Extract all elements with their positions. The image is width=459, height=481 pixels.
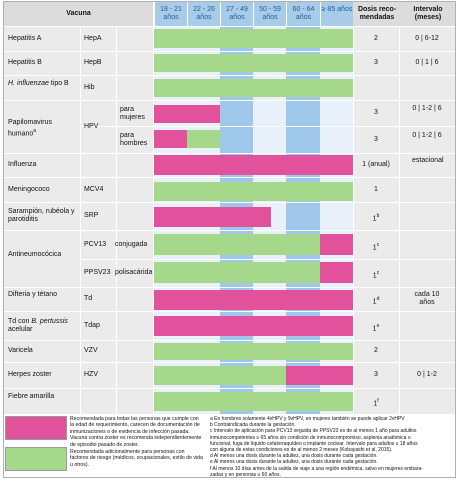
- vaccine-abbr-2: Hib: [84, 83, 95, 91]
- vaccine-name-text: Difteria y tétano: [8, 291, 58, 298]
- schedule-bar-17: [286, 366, 353, 385]
- vaccine-name-5: [8, 186, 80, 194]
- doses-value: 3: [374, 109, 378, 116]
- vaccine-name-2: [8, 80, 80, 88]
- doses-value: 2: [374, 34, 378, 42]
- row-divider-7: [4, 230, 455, 231]
- interval-8: cada 10 años: [414, 291, 440, 306]
- vaccine-abbr-8: Td: [84, 295, 93, 302]
- vaccine-name-text: Meningococo: [8, 185, 50, 193]
- vaccine-name-text: Antineumocócica: [8, 250, 62, 258]
- row-divider-0: [4, 26, 455, 27]
- doses-4: [353, 161, 399, 169]
- vaccine-name-7: [8, 251, 80, 259]
- vaccine-abbr-7: PPSV23: [84, 269, 111, 276]
- legend-pink-swatch: [5, 416, 67, 440]
- interval-0: 0 | 6-12: [415, 34, 439, 42]
- footnote-line: d Al menos una dosis durante la adultez, una dosis durante cada gestación.: [210, 453, 378, 460]
- doses-value: 1: [372, 324, 377, 332]
- footnote-marker: d: [376, 296, 380, 302]
- footnote-line: c Intervalo de aplicación para PCV13 seguida de PPSV23 es de al menos 1 año para adultos: [210, 428, 417, 435]
- row-divider-13: [4, 414, 455, 415]
- vaccine-abbr-0: HepA: [84, 34, 102, 42]
- doses-11: [353, 371, 399, 379]
- row-divider-8: [4, 287, 455, 288]
- footnote-marker: c: [376, 270, 380, 276]
- vaccine-name-italic: B. pertussis: [31, 317, 68, 325]
- vaccine-name-text: Herpes zoster: [8, 371, 52, 378]
- interval-3: 0 | 1-2 | 6: [412, 105, 442, 112]
- footnotes: [210, 416, 455, 478]
- vaccine-abbr-11: HZV: [84, 371, 98, 378]
- doses-value: 3: [374, 371, 378, 378]
- vaccine-name-text: Hepatitis B: [8, 59, 42, 66]
- schedule-bar-3: [154, 105, 220, 123]
- interval-4: estacional: [412, 157, 444, 164]
- header-interval: Intervalo (meses): [413, 6, 443, 21]
- schedule-bar-4: [154, 130, 187, 148]
- doses-9: [353, 322, 399, 333]
- schedule-bar-15: [154, 343, 353, 360]
- interval-11: 0 | 1-2: [417, 371, 437, 378]
- interval-1: 0 | 1 | 6: [415, 59, 439, 66]
- schedule-bar-5: [187, 130, 220, 148]
- vaccine-name-3: [8, 119, 80, 138]
- footnote-marker: b: [376, 213, 380, 219]
- vaccine-name-part: Td con: [8, 317, 32, 325]
- col-divider-1: [116, 26, 117, 414]
- vaccine-name-0: [8, 35, 80, 43]
- header-vaccine: Vacuna: [66, 10, 91, 17]
- doses-7: [353, 241, 399, 252]
- pneumo-sub-polysaccharide: polisacárida: [115, 269, 153, 276]
- row-divider-5: [4, 177, 455, 178]
- footnote-line: inmunocompetentes ≥ 65 años sin condición de inmunocompromiso, asplenia anatómica o: [210, 434, 411, 441]
- vaccine-abbr-6: SRP: [84, 212, 99, 219]
- vaccine-name-text: Varicela: [8, 347, 33, 354]
- vaccine-name-text: Fiebre amarilla: [8, 393, 55, 400]
- vaccine-abbr-5: MCV4: [84, 185, 104, 193]
- vaccine-name-rest: tipo B: [50, 79, 69, 87]
- row-divider-2: [4, 75, 455, 76]
- vaccine-name-4: [8, 161, 80, 169]
- row-divider-12: [4, 388, 455, 389]
- doses-8: [353, 295, 399, 306]
- footnote-marker: c: [376, 242, 380, 248]
- doses-value: 1: [372, 244, 377, 252]
- row-divider-11: [4, 362, 455, 363]
- doses-value: 1: [372, 215, 377, 223]
- legend-green-text: Recomendada adicionalmente para personas con factores de riesgo (médicos, ocupacionales, estilo de vida u otros).: [70, 449, 203, 468]
- hpv-sub-women: para mujeres: [120, 106, 145, 121]
- schedule-bar-6: [154, 155, 353, 175]
- footnote-line: b Contraindicada durante la gestación.: [210, 422, 296, 429]
- doses-value: 1: [372, 272, 377, 280]
- schedule-bar-16: [154, 366, 286, 385]
- schedule-bar-7: [154, 182, 353, 201]
- vaccine-name-1: [8, 59, 80, 67]
- vaccine-name-italic: H. influenzae: [8, 79, 51, 87]
- doses-value: 3: [374, 59, 378, 66]
- doses-value: 1 (anual): [362, 161, 390, 168]
- doses-12: [353, 397, 399, 408]
- pneumo-sub-conjugate: conjugada: [115, 241, 148, 248]
- vaccine-abbr-7: PCV13: [84, 241, 107, 248]
- vaccine-name-12: [8, 393, 80, 401]
- vaccine-name-9: [8, 318, 80, 334]
- schedule-bar-13: [154, 290, 353, 310]
- schedule-bar-10: [320, 234, 353, 255]
- footnote-line: f Al menos 10 días antes de la salida de viaje a una región endémica, salvo en mujeres embara-: [210, 465, 423, 472]
- vaccine-name-8: [8, 291, 80, 299]
- row-divider-4: [4, 153, 455, 154]
- doses-value: 2: [374, 347, 378, 354]
- vaccine-name-text: Papilomavirus humano: [8, 118, 52, 137]
- doses-10: [353, 347, 399, 355]
- footnote-line: a En hombres solamente 4vHPV y 9vHPV, en mujeres también se puede aplicar 2vHPV: [210, 416, 405, 422]
- footnote-line: funcional, fuga de líquido cefalorraquídeo o implante coclear. Intervalo para adultos ≤ 18 años: [210, 440, 418, 447]
- age-header-5: ≥ 85 años: [320, 2, 353, 26]
- schedule-bar-8: [154, 207, 271, 227]
- doses-0: [353, 35, 399, 43]
- vaccine-abbr-9: Tdap: [84, 321, 100, 329]
- interval-3: 0 | 1-2 | 6: [412, 132, 442, 139]
- header-doses: Dosis reco-mendadas: [357, 6, 397, 21]
- doses-3: [353, 136, 399, 144]
- footnote-marker: f: [377, 398, 379, 404]
- schedule-bar-2: [154, 79, 353, 97]
- row-divider-10: [4, 340, 455, 341]
- legend-pink-text: Recomendada para todas las personas que cumple con la edad de requerimiento, carecen de documentación de inmunizaciones o de evidencia de infección pasada. Vacuna contra zoster es recomenda independientemente de episodio pasado de zoster.: [70, 416, 202, 448]
- vaccine-name-text: Influenza: [8, 161, 37, 168]
- row-divider-9: [4, 311, 455, 312]
- age-header-3: 50 - 59 años: [253, 2, 286, 26]
- schedule-bar-11: [154, 262, 320, 283]
- row-divider-6: [4, 202, 455, 203]
- doses-3: [353, 109, 399, 117]
- schedule-bar-9: [154, 234, 320, 255]
- vaccine-name-6: [8, 208, 80, 224]
- vaccine-abbr-10: VZV: [84, 347, 98, 354]
- schedule-bar-12: [320, 262, 353, 283]
- vaccine-name-text: Sarampión, rubéola y parotiditis: [8, 208, 75, 223]
- vaccine-abbr-3: HPV: [84, 122, 99, 130]
- row-divider-3: [4, 100, 455, 101]
- vaccine-name-text: Hepatitis A: [8, 34, 42, 42]
- footnote-line: con alguna de estas condiciones es de al menos 2 meses (Kobayashi et al, 2015).: [210, 447, 393, 454]
- row-divider-1: [4, 51, 455, 52]
- doses-7: [353, 269, 399, 280]
- doses-1: [353, 59, 399, 67]
- doses-value: 1: [373, 400, 378, 408]
- hpv-sub-men: para hombres: [120, 132, 148, 147]
- schedule-bar-18: [154, 392, 353, 411]
- doses-value: 3: [374, 136, 378, 143]
- col-divider-0: [80, 26, 81, 414]
- legend-green-swatch: [5, 447, 67, 471]
- schedule-bar-14: [154, 316, 353, 336]
- age-header-0: 18 - 21 años: [154, 2, 187, 26]
- vaccine-name-11: [8, 371, 80, 379]
- col-divider-4: [399, 26, 400, 414]
- doses-6: [353, 212, 399, 223]
- schedule-bar-0: [154, 29, 353, 48]
- schedule-bar-1: [154, 54, 353, 72]
- footnote-marker: a: [33, 127, 37, 134]
- footnote-line: zadas y en personas ≥ 60 años.: [210, 471, 281, 478]
- age-header-4: 60 - 64 años: [286, 2, 320, 26]
- footnote-marker: e: [376, 322, 380, 329]
- vaccine-name-rest: acelular: [8, 325, 33, 333]
- doses-value: 1: [374, 185, 378, 193]
- doses-5: [353, 186, 399, 194]
- footnote-line: e Al menos una dosis durante la adultez, una dosis durante cada gestación.: [210, 459, 378, 466]
- vaccine-abbr-1: HepB: [84, 59, 102, 66]
- doses-value: 1: [372, 298, 377, 306]
- vaccine-name-10: [8, 347, 80, 355]
- age-header-1: 22 - 26 años: [187, 2, 220, 26]
- age-header-2: 27 - 49 años: [220, 2, 253, 26]
